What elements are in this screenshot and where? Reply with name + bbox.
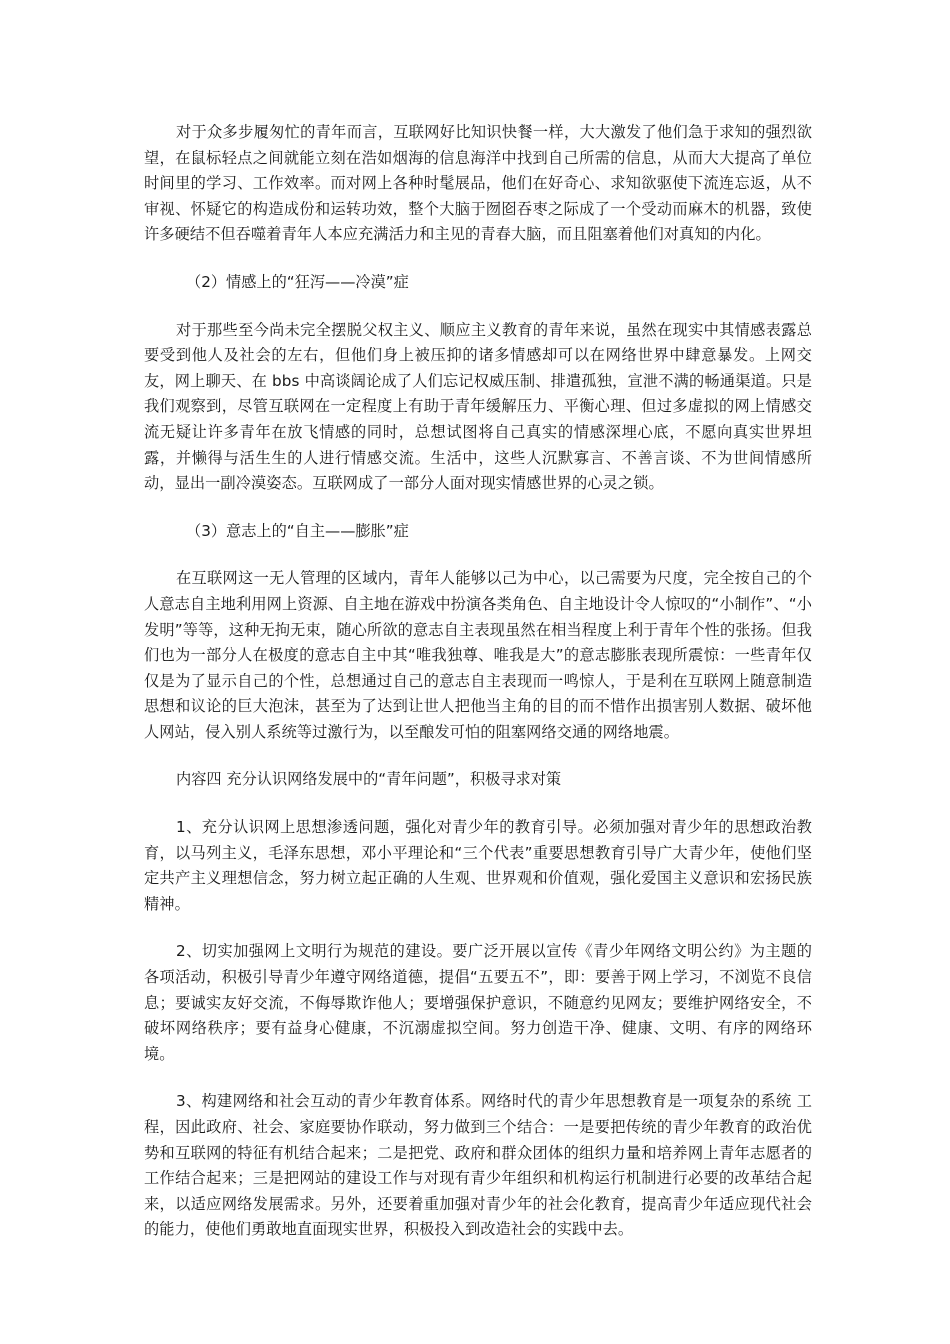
paragraph-point-2: 2、切实加强网上文明行为规范的建设。要广泛开展以宣传《青少年网络文明公约》为主题的各项活动，积极引导青少年遵守网络道德，提倡“五要五不”，即：要善于网上学习，不浏览不良信息；要诚实友好交流，不侮辱欺诈他人；要增强保护意识，不随意约见网友；要维护网络安全，不破坏网络秩序；要有益身心健康，不沉溺虚拟空间。努力创造干净、健康、文明、有序的网络环境。 bbox=[144, 942, 812, 1063]
paragraph-emotion: 对于那些至今尚未完全摆脱父权主义、顺应主义教育的青年来说，虽然在现实中其情感表露总要受到他人及社会的左右，但他们身上被压抑的诸多情感却可以在网络世界中肆意暴发。上网交友，网上聊天、在 bbs 中高谈阔论成了人们忘记权威压制、排遣孤独，宣泄不满的畅通渠道。只是我们观察到，尽管互联网在一定程度上有助于青年缓解压力、平衡心理、但过多虚拟的网上情感交流无疑让许多青年在放飞情感的同时，总想试图将自己真实的情感深埋心底，不愿向真实世界坦露，并懒得与活生生的人进行情感交流。生活中，这些人沉默寡言、不善言谈、不为世间情感所动，显出一副冷漠姿态。互联网成了一部分人面对现实情感世界的心灵之锁。 bbox=[144, 320, 812, 493]
paragraph-will: 在互联网这一无人管理的区域内，青年人能够以己为中心，以己需要为尺度，完全按自己的个人意志自主地利用网上资源、自主地在游戏中扮演各类角色、自主地设计令人惊叹的“小制作”、“小发明”等等，这种无拘无束，随心所欲的意志自主表现虽然在相当程度上利于青年个性的张扬。但我们也为一部分人在极度的意志自主中其“唯我独尊、唯我是大”的意志膨胀表现所震惊：一些青年仅仅是为了显示自己的个性，总想通过自己的意志自主表现而一鸣惊人，于是利在互联网上随意制造思想和议论的巨大泡沫，甚至为了达到让世人把他当主角的目的而不惜作出损害别人数据、破坏他人网站，侵入别人系统等过激行为，以至酿发可怕的阻塞网络交通的网络地震。 bbox=[144, 569, 812, 741]
heading-section-four: 内容四 充分认识网络发展中的“青年问题”，积极寻求对策 bbox=[176, 770, 562, 789]
paragraph-point-3: 3、构建网络和社会互动的青少年教育体系。网络时代的青少年思想教育是一项复杂的系统 工程，因此政府、社会、家庭要协作联动，努力做到三个结合：一是要把传统的青少年教育的政治优势和互联网的特征有机结合起来；二是把党、政府和群众团体的组织力量和培养网上青年志愿者的工作结合起来；三是把网站的建设工作与对现有青少年组织和机构运行机制进行必要的改革结合起来，以适应网络发展需求。另外，还要着重加强对青少年的社会化教育，提高青少年适应现代社会的能力，使他们勇敢地直面现实世界，积极投入到改造社会的实践中去。 bbox=[144, 1092, 812, 1239]
document-page bbox=[144, 120, 812, 1265]
paragraph-point-1: 1、充分认识网上思想渗透问题，强化对青少年的教育引导。必须加强对青少年的思想政治教育，以马列主义，毛泽东思想，邓小平理论和“三个代表”重要思想教育引导广大青少年，使他们坚定共产主义理想信念，努力树立起正确的人生观、世界观和价值观，强化爱国主义意识和宏扬民族精神。 bbox=[144, 818, 812, 913]
heading-emotion: （2）情感上的“狂泻——冷漠”症 bbox=[186, 272, 409, 291]
heading-will: （3）意志上的“自主——膨胀”症 bbox=[186, 521, 409, 540]
paragraph-knowledge-fastfood: 对于众多步履匆忙的青年而言，互联网好比知识快餐一样，大大激发了他们急于求知的强烈欲望，在鼠标轻点之间就能立刻在浩如烟海的信息海洋中找到自己所需的信息，从而大大提高了单位时间里的学习、工作效率。而对网上各种时髦展品，他们在好奇心、求知欲驱使下流连忘返，从不审视、怀疑它的构造成份和运转功效，整个大脑于囫囵吞枣之际成了一个受动而麻木的机器，致使许多硬结不但吞噬着青年人本应充满活力和主见的青春大脑，而且阻塞着他们对真知的内化。 bbox=[144, 123, 812, 244]
